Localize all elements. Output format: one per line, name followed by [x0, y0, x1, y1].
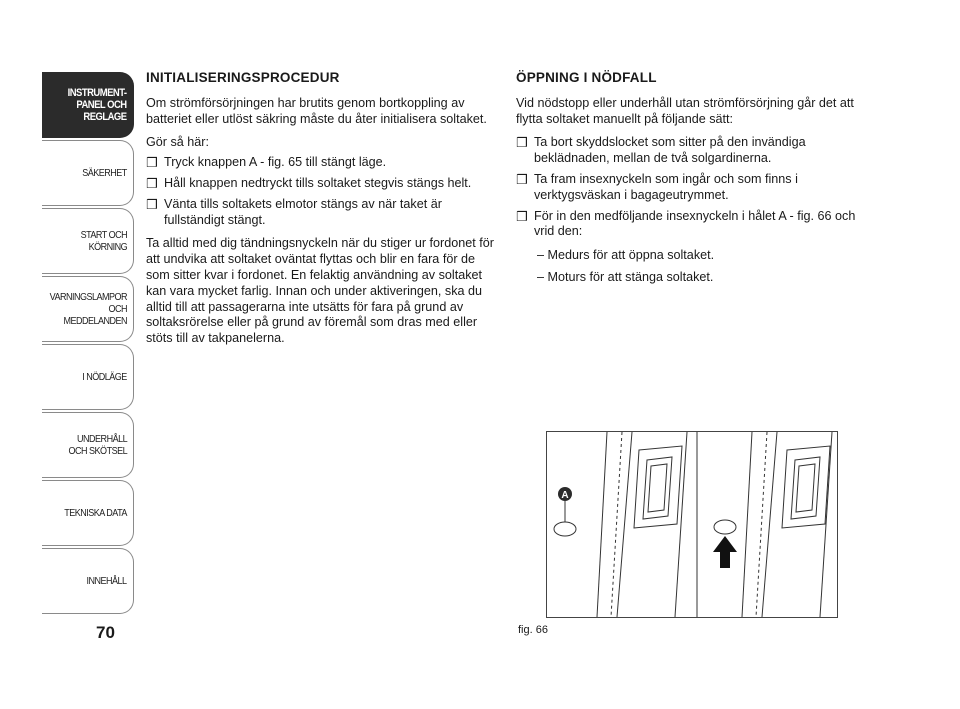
tab-i-nodlage[interactable]: [42, 344, 134, 410]
tab-label: INSTRUMENT- PANEL OCH REGLAGE: [68, 87, 127, 123]
tab-label: INNEHÅLL: [86, 575, 127, 587]
intro-paragraph: Vid nödstopp eller underhåll utan strömförsörjning går det att flytta soltaket manuellt på följande sätt:: [516, 95, 854, 126]
page-number: 70: [96, 623, 115, 642]
marker-a-label: A: [561, 490, 569, 501]
tab-start-och-korning[interactable]: [42, 208, 134, 274]
checkbox-bullet-icon: ❒: [146, 175, 158, 191]
right-panel-drawing: [742, 432, 832, 617]
chapter-tabs: [42, 72, 134, 616]
warning-paragraph: Ta alltid med dig tändningsnyckeln när du stiger ur fordonet för att undvika att soltaket oväntat flyttas och blir en fara för de som sitter kvar i fordonet. En felaktig användning av soltaket kan vara mycket farlig. Innan och under aktiveringen, ska du alltid till att passagerarna inte utsätts för fara på grund av soltaksrörelse eller på grund av föremål som dras med eller stöts till av takpanelerna.: [146, 236, 494, 346]
tab-instrumentpanel[interactable]: [42, 72, 134, 138]
figure-66: [546, 431, 838, 618]
tab-sakerhet[interactable]: [42, 140, 134, 206]
step-list: [516, 135, 876, 240]
intro-paragraph: Om strömförsörjningen har brutits genom bortkoppling av batteriet eller utlöst säkring måste du åter initialisera soltaket.: [146, 95, 487, 126]
tab-label: TEKNISKA DATA: [64, 507, 127, 519]
cover-removal: [713, 520, 737, 568]
figure-caption: fig. 66: [518, 624, 548, 636]
tab-label: UNDERHÅLL OCH SKÖTSEL: [68, 433, 127, 457]
checkbox-bullet-icon: ❒: [516, 135, 528, 151]
checkbox-bullet-icon: ❒: [146, 196, 158, 212]
dash-item: – Moturs för att stänga soltaket.: [537, 269, 714, 284]
tab-underhall[interactable]: [42, 412, 134, 478]
tab-varningslampor[interactable]: [42, 276, 134, 342]
arrow-up-icon: [713, 536, 737, 568]
tab-label: SÄKERHET: [82, 167, 127, 179]
sunroof-illustration: [547, 432, 837, 617]
checkbox-bullet-icon: ❒: [516, 208, 528, 224]
right-column: [516, 70, 876, 292]
list-item: ❒ Håll knappen nedtryckt tills soltaket stegvis stängs helt.: [146, 175, 472, 191]
section-heading: ÖPPNING I NÖDFALL: [516, 70, 657, 85]
left-panel-drawing: [597, 432, 687, 617]
list-item: ❒ Tryck knappen A - fig. 65 till stängt läge.: [146, 155, 387, 171]
left-column: [146, 70, 496, 355]
tab-tekniska-data[interactable]: [42, 480, 134, 546]
checkbox-bullet-icon: ❒: [516, 171, 528, 187]
section-heading: INITIALISERINGSPROCEDUR: [146, 70, 340, 85]
step-list: [146, 155, 496, 228]
list-item: ❒ Ta fram insexnyckeln som ingår och som finns i verktygsväskan i bagageutrymmet.: [516, 171, 798, 202]
checkbox-bullet-icon: ❒: [146, 155, 158, 171]
tab-label: VARNINGSLAMPOR OCH MEDDELANDEN: [49, 291, 127, 327]
marker-a: [554, 487, 576, 536]
list-item: ❒ Vänta tills soltakets elmotor stängs av när taket är fullständigt stängt.: [146, 196, 442, 227]
list-item: ❒ För in den medföljande insexnyckeln i hålet A - fig. 66 och vrid den:: [516, 208, 856, 239]
dash-item: – Medurs för att öppna soltaket.: [537, 248, 715, 263]
tab-innehall[interactable]: [42, 548, 134, 614]
tab-label: START OCH KÖRNING: [80, 229, 127, 253]
list-item: ❒ Ta bort skyddslocket som sitter på den invändiga beklädnaden, mellan de två solgardinerna.: [516, 135, 806, 166]
tab-label: I NÖDLÄGE: [82, 371, 127, 383]
lead-text: Gör så här:: [146, 135, 209, 150]
